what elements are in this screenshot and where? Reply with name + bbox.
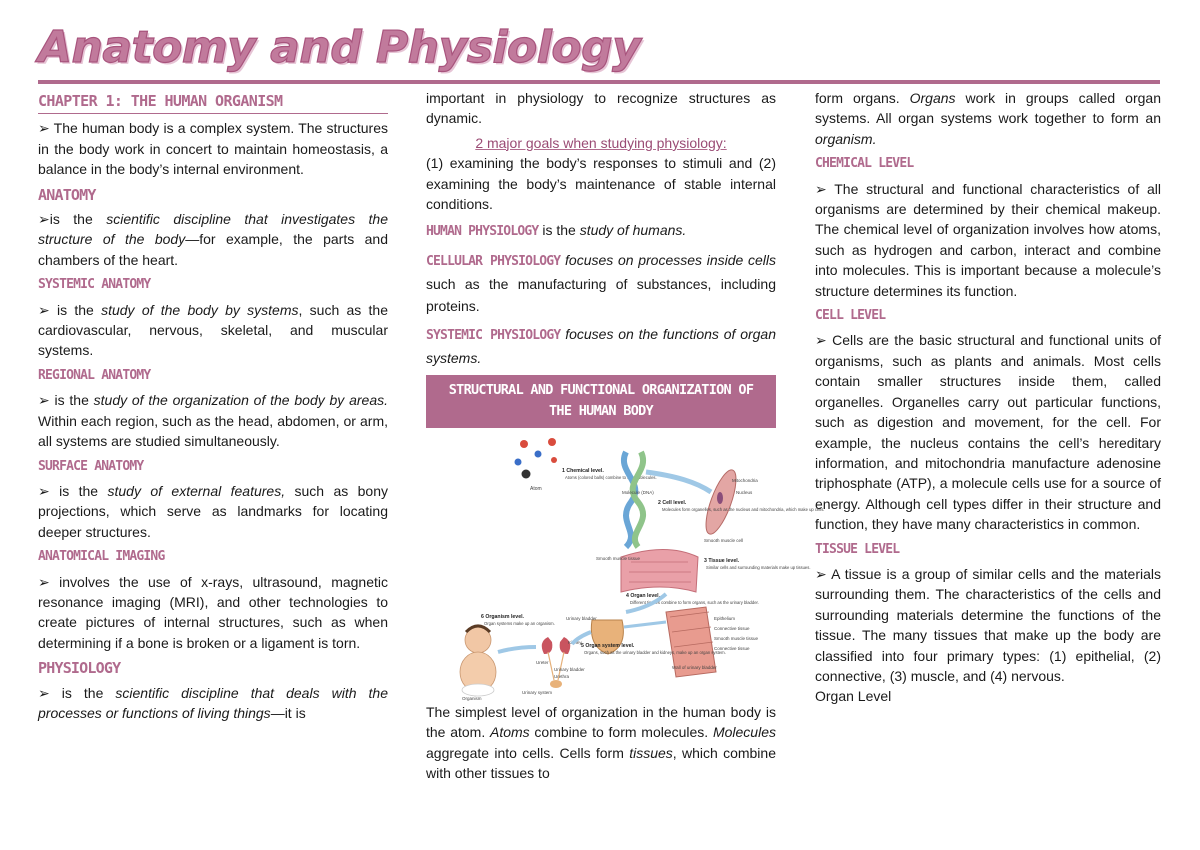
- dna-strand: [633, 452, 643, 547]
- epithelium-label: Epithelium: [714, 615, 736, 621]
- emphasis: focuses on processes inside cells: [565, 251, 776, 268]
- chemical-level-desc: Atoms (colored balls) combine to form molecules.: [565, 474, 657, 480]
- organ-system-desc: Organs, such as the urinary bladder and kidneys, make up an organ system.: [584, 649, 726, 655]
- flow-arrow: [624, 622, 666, 627]
- emphasis: Molecules: [712, 724, 776, 741]
- cellular-physiology-label: CELLULAR PHYSIOLOGY: [426, 253, 561, 269]
- connective-tissue-label: Connective tissue: [714, 625, 750, 631]
- text: The simplest level of organization in the human body is the atom.: [426, 703, 776, 741]
- organism-continued-paragraph: [815, 88, 1161, 149]
- emphasis: study of external features,: [107, 482, 286, 499]
- urethra-label: Urethra: [554, 673, 570, 679]
- tissue-level-heading: TISSUE LEVEL: [815, 541, 900, 557]
- flow-arrow: [646, 472, 711, 492]
- tissue-level-paragraph: ➢ A tissue is a group of similar cells and the materials surrounding them. The characteristics of the cells and surrounding materials determine the functions of the tissue. The many tissues that make up the body are classified into four primary types: (1) epithelial, (2) connective, (3) muscle, and (4) nervous.: [815, 565, 1161, 684]
- smooth-muscle-tissue-label: Smooth muscle tissue: [714, 635, 759, 641]
- kidney-label: Kidney: [568, 639, 582, 645]
- cell-level-title: 2 Cell level.: [658, 499, 687, 506]
- cell-level-desc: Molecules form organelles, such as the nucleus and mitochondria, which make up cells.: [662, 506, 825, 512]
- text: ➢ is the: [38, 482, 108, 499]
- cell-level-paragraph: ➢ Cells are the basic structural and functional units of organisms, such as plants and animals. Most cells contain smaller structures inside them, called organelles. Organelles carry out particular functions, such as digestion and movement, for the cell. For example, the nucleus contains the cell’s hereditary information, and mitochondria manufacture adenosine triphosphate (ATP), a molecule cells use for a source of energy. Although cell types differ in their structure and function, they have many characteristics in common.: [815, 332, 1161, 533]
- anatomical-imaging-paragraph: [38, 572, 388, 654]
- urinary-system-label: Urinary system: [522, 689, 553, 695]
- emphasis: Atoms: [489, 724, 530, 741]
- text: —it is: [270, 704, 306, 721]
- intro-paragraph: [38, 118, 388, 179]
- atom-dot: [548, 438, 556, 446]
- organism-level-title: 6 Organism level.: [481, 613, 524, 620]
- organ-level-desc: Different tissues combine to form organs, such as the urinary bladder.: [630, 599, 759, 605]
- emphasis: scientific discipline that investigates the structure of the body: [38, 211, 388, 248]
- chemical-level-title: 1 Chemical level.: [562, 467, 604, 474]
- physiology-continued: important in physiology to recognize structures as dynamic.: [426, 90, 776, 127]
- urinary-bladder-label: Urinary bladder: [566, 615, 597, 621]
- text: ➢ is the: [38, 392, 94, 409]
- anatomical-imaging-heading: ANATOMICAL IMAGING: [38, 549, 165, 565]
- chapter-heading: CHAPTER 1: THE HUMAN ORGANISM: [38, 88, 388, 114]
- molecule-label: Molecule (DNA): [622, 489, 654, 495]
- goals-paragraph: (1) examining the body’s responses to stimuli and (2) examining the body’s maintenance of stable internal conditions.: [426, 155, 776, 213]
- emphasis: study of the organization of the body by areas.: [93, 392, 388, 409]
- column-3: [815, 88, 1161, 707]
- text: combine to form molecules.: [529, 724, 713, 741]
- chemical-level-heading: CHEMICAL LEVEL: [815, 156, 914, 172]
- atom-label: Atom: [530, 485, 542, 492]
- emphasis: scientific discipline that deals with the processes or functions of living things: [38, 684, 388, 721]
- text: form organs.: [815, 90, 910, 106]
- tissue-level-desc: Similar cells and surrounding materials make up tissues.: [706, 564, 811, 570]
- physiology-heading: PHYSIOLOGY: [38, 659, 121, 678]
- organization-diagram: [426, 432, 825, 702]
- physiology-paragraph: [38, 683, 388, 724]
- organ-level-text: Organ Level: [815, 688, 892, 705]
- text: , which combine with other tissues to: [426, 744, 776, 782]
- emphasis: study of the body by systems: [101, 301, 299, 318]
- small-bladder-label: Urinary bladder: [554, 666, 585, 672]
- regional-anatomy-paragraph: [38, 390, 388, 451]
- tissue-left-label: Smooth muscle tissue: [596, 555, 641, 561]
- figure-banner: STRUCTURAL AND FUNCTIONAL ORGANIZATION OF THE HUMAN BODY: [426, 375, 776, 428]
- mitochondria-label: Mitochondria: [732, 477, 758, 483]
- document-title: Anatomy and Physiology: [38, 22, 641, 73]
- systemic-anatomy-heading: SYSTEMIC ANATOMY: [38, 277, 151, 293]
- surface-anatomy-heading: SURFACE ANATOMY: [38, 458, 144, 474]
- text: Within each region, such as the head, abdomen, or arm, all systems are studied simultaneously.: [38, 412, 388, 450]
- text: aggregate into cells. Cells form: [426, 744, 630, 761]
- cell-level-heading: CELL LEVEL: [815, 308, 886, 324]
- bladder-wall-label: Wall of urinary bladder: [672, 664, 717, 670]
- chemical-level-paragraph: ➢ The structural and functional characteristics of all organisms are determined by their chemical makeup. The chemical level of organization involves how atoms, such as hydrogen and carbon, interact and combine into molecules. This is important because a molecule’s structure determines its function.: [815, 180, 1161, 299]
- emphasis: organism.: [815, 130, 877, 147]
- regional-anatomy-heading: REGIONAL ANATOMY: [38, 367, 151, 383]
- title-divider: [38, 80, 1160, 84]
- organism-diaper: [462, 684, 494, 696]
- organ-level-title: 4 Organ level.: [626, 592, 661, 599]
- after-figure-paragraph: [426, 702, 776, 784]
- atom-dot: [551, 457, 557, 463]
- atom-dot: [522, 469, 531, 478]
- text: such as the manufacturing of substances, including proteins.: [426, 275, 776, 314]
- ureter-label: Ureter: [536, 659, 549, 665]
- tissue-level-title: 3 Tissue level.: [704, 557, 740, 564]
- text: ➢is the: [38, 211, 107, 228]
- text: work in groups called organ systems. All organ systems work together to form an: [815, 90, 1161, 127]
- text: ➢ is the: [38, 301, 102, 318]
- text: such as bony projections, which serve as landmarks for locating deeper structures.: [38, 482, 388, 540]
- organ-system-title: 5 Organ system level.: [581, 642, 635, 649]
- atom-dot: [535, 450, 542, 457]
- small-bladder-shape: [550, 680, 562, 688]
- goals-heading: 2 major goals when studying physiology:: [475, 134, 727, 151]
- organism-label: Organism: [462, 695, 482, 701]
- nucleus-shape: [717, 492, 723, 504]
- intro-text: ➢ The human body is a complex system. The structures in the body work in concert to maintain homeostasis, a balance in the body’s internal environment.: [38, 120, 388, 178]
- anatomy-heading: ANATOMY: [38, 185, 96, 204]
- text: , such as the cardiovascular, nervous, skeletal, and muscular systems.: [38, 301, 388, 359]
- emphasis: Organs: [909, 90, 956, 106]
- column-2: [426, 88, 825, 783]
- emphasis: focuses on the functions of organ systems.: [426, 325, 776, 366]
- column-1: [38, 88, 388, 723]
- systemic-anatomy-paragraph: [38, 300, 388, 361]
- human-physiology-paragraph: [426, 220, 776, 242]
- nucleus-label: Nucleus: [736, 489, 753, 495]
- atom-dot: [520, 440, 528, 448]
- text: is the: [538, 222, 580, 239]
- kidney-shape: [542, 637, 553, 654]
- cellular-physiology-paragraph: [426, 249, 776, 317]
- text: ➢ involves the use of x-rays, ultrasound, magnetic resonance imaging (MRI), and other technologies to create pictures of internal structures, such as when determining if a bone is broken or a ligament is torn.: [38, 573, 388, 651]
- text: —for example, the parts and chambers of the heart.: [38, 231, 388, 268]
- surface-anatomy-paragraph: [38, 481, 388, 542]
- connective-tissue-label-2: Connective tissue: [714, 645, 750, 651]
- atom-dot: [515, 458, 522, 465]
- systemic-physiology-paragraph: [426, 323, 776, 369]
- organization-figure: [426, 432, 825, 702]
- organism-level-desc: Organ systems make up an organism.: [484, 620, 555, 626]
- human-physiology-label: HUMAN PHYSIOLOGY: [426, 224, 539, 240]
- emphasis: study of humans.: [579, 222, 687, 239]
- smooth-muscle-cell-label: Smooth muscle cell: [704, 537, 744, 543]
- anatomy-paragraph: [38, 209, 388, 270]
- text: ➢ is the: [38, 684, 116, 701]
- systemic-physiology-label: SYSTEMIC PHYSIOLOGY: [426, 327, 561, 343]
- emphasis: tissues: [629, 744, 673, 761]
- flow-arrow: [498, 647, 536, 652]
